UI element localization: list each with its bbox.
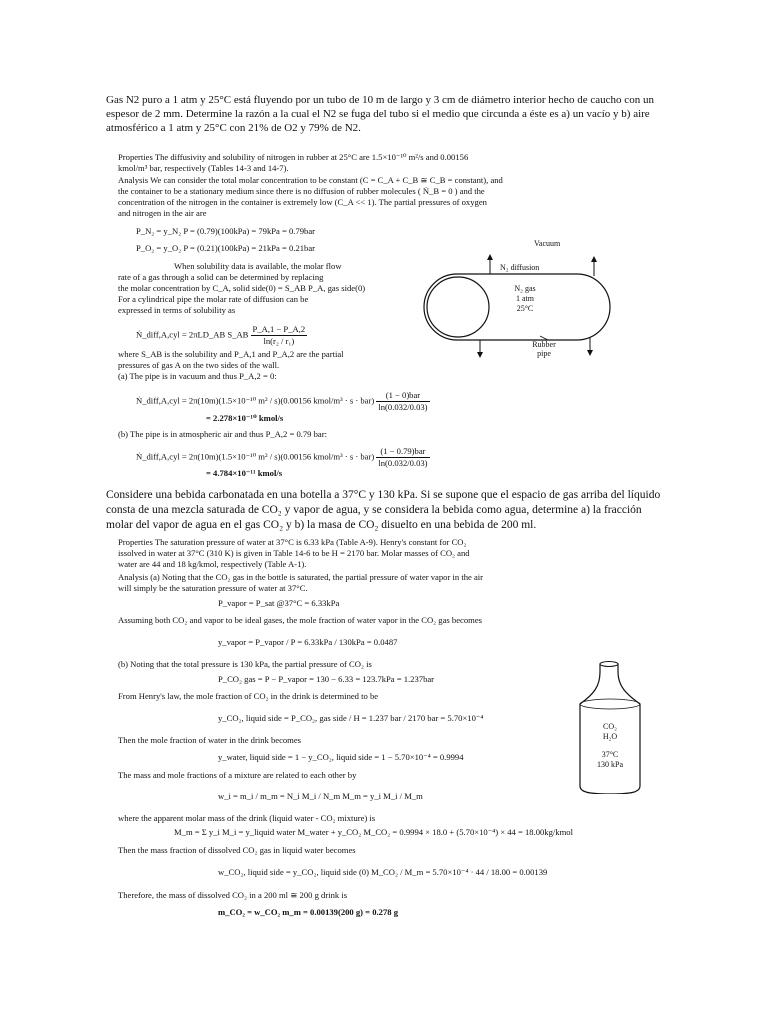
solution-line: Assuming both CO₂ and vapor to be ideal gases, the mole fraction of water vapor in the CO₂ gas becomes [118, 615, 482, 625]
equation [136, 390, 430, 413]
solution-line: where the apparent molar mass of the drink (liquid water - CO₂ mixture) is [118, 813, 376, 823]
solution-line: where S_AB is the solubility and P_A,1 and P_A,2 are the partial [118, 349, 344, 359]
equation-lhs: Ṅ_diff,A,cyl = 2π(10m)(1.5×10⁻¹⁰ m² / s)(0.00156 kmol/m³ · s · bar) [136, 395, 375, 406]
solution-line: concentration of the nitrogen in the container is extremely low (C_A << 1). The partial pressures of oxygen [118, 197, 487, 207]
numerator: (1 − 0)bar [376, 390, 429, 402]
equation: y_CO₂, liquid side = P_CO₂, gas side / H = 1.237 bar / 2170 bar = 5.70×10⁻⁴ [218, 713, 484, 723]
equation: P_N₂ = y_N₂ P = (0.79)(100kPa) = 79kPa = 0.79bar [136, 226, 316, 236]
result: m_CO₂ = w_CO₂ m_m = 0.00139(200 g) = 0.278 g [218, 907, 399, 917]
problem2-statement: Considere una bebida carbonatada en una botella a 37°C y 130 kPa. Si se supone que el espacio de gas arriba del líquido consta de una mezcla saturada de CO₂ y vapor de agua, y se considera la bebida como agua, determine a) la fracción molar del vapor de agua en el gas CO₂ y b) la masa de CO₂ disuelto en una bebida de 200 ml. [106, 489, 661, 531]
result: = 4.784×10⁻¹¹ kmol/s [206, 468, 283, 478]
solution-line: water are 44 and 18 kg/kmol, respectively (Table A-1). [118, 559, 307, 569]
vacuum-label: Vacuum [534, 239, 561, 248]
equation: M_m = Σ y_i M_i = y_liquid water M_water + y_CO₂ M_CO₂ = 0.9994 × 18.0 + (5.70×10⁻⁴) × 44 = 18.00kg/kmol [174, 827, 573, 837]
pipe-figure [418, 232, 618, 362]
bottle-figure [560, 658, 660, 794]
equation [136, 446, 430, 469]
solution-line: From Henry's law, the mole fraction of CO₂ in the drink is determined to be [118, 691, 379, 701]
denominator: ln(0.032/0.03) [378, 401, 428, 412]
solution-line: the container to be a stationary medium since there is no diffusion of rubber molecules ( Ṅ_B = 0 ) and the [118, 186, 485, 196]
solution-line: rate of a gas through a solid can be determined by replacing [118, 272, 324, 282]
solution-line: Then the mass fraction of dissolved CO₂ gas in liquid water becomes [118, 845, 356, 855]
pipe-label: pipe [537, 349, 551, 358]
denominator: ln(0.032/0.03) [378, 457, 428, 468]
solution-line: Properties The diffusivity and solubility of nitrogen in rubber at 25°C are 1.5×10⁻¹⁰ m²/s and 0.00156 [118, 152, 469, 162]
numerator: P_A,1 − P_A,2 [252, 324, 306, 334]
equation: P_vapor = P_sat @37°C = 6.33kPa [218, 598, 340, 608]
solution-line: expressed in terms of solubility as [118, 305, 236, 315]
solution-line: The mass and mole fractions of a mixture are related to each other by [118, 770, 357, 780]
equation-lhs: Ṅ_diff,A,cyl = 2πLD_AB S_AB [136, 329, 249, 340]
solution-line: For a cylindrical pipe the molar rate of diffusion can be [118, 294, 309, 304]
fraction [376, 390, 429, 413]
gas-label: N₂ gas [514, 284, 536, 293]
equation: w_CO₂, liquid side = y_CO₂, liquid side (0) M_CO₂ / M_m = 5.70×10⁻⁴ · 44 / 18.00 = 0.00139 [218, 867, 548, 877]
solution-line: (b) Noting that the total pressure is 130 kPa, the partial pressure of CO₂ is [118, 659, 372, 669]
solution-line: Properties The saturation pressure of water at 37°C is 6.33 kPa (Table A-9). Henry's constant for CO₂ [118, 537, 467, 547]
diffusion-label: N₂ diffusion [500, 263, 540, 272]
denominator: ln(r₂ / r₁) [263, 335, 295, 346]
equation: P_CO₂ gas = P − P_vapor = 130 − 6.33 = 123.7kPa = 1.237bar [218, 674, 435, 684]
numerator: (1 − 0.79)bar [376, 446, 429, 458]
equation [136, 324, 307, 347]
gas-label: CO₂ [603, 722, 617, 731]
pressure-label: 130 kPa [597, 760, 623, 769]
solution-line: When solubility data is available, the molar flow [174, 261, 342, 271]
fraction [376, 446, 429, 469]
solution-line: Analysis (a) Noting that the CO₂ gas in the bottle is saturated, the partial pressure of water vapor in the air [118, 572, 484, 582]
solution-line: issolved in water at 37°C (310 K) is given in Table 14-6 to be H = 2170 bar. Molar masses of CO₂ and [118, 548, 470, 558]
temperature-label: 37°C [601, 750, 619, 759]
solution-line: Analysis We can consider the total molar concentration to be constant (C = C_A + C_B ≅ C_B = constant), and [118, 175, 503, 185]
solution-line: and nitrogen in the air are [118, 208, 207, 218]
solution-line: Then the mole fraction of water in the drink becomes [118, 735, 302, 745]
solution-line: (a) The pipe is in vacuum and thus P_A,2 = 0: [118, 371, 277, 381]
equation: P_O₂ = y_O₂ P = (0.21)(100kPa) = 21kPa = 0.21bar [136, 243, 316, 253]
pipe-label: Rubber [532, 340, 556, 349]
solution-line: kmol/m³ bar, respectively (Tables 14-3 and 14-7). [118, 163, 289, 173]
solution-line: the molar concentration by C_A, solid side(0) = S_AB P_A, gas side(0) [118, 283, 366, 293]
solution-line: will simply be the saturation pressure of water at 37°C. [118, 583, 308, 593]
problem1-statement: Gas N2 puro a 1 atm y 25°C está fluyendo por un tubo de 10 m de largo y 3 cm de diámetro interior hecho de caucho con un espesor de 2 mm. Determine la razón a la cual el N2 se fuga del tubo si el medio que circunda a éste es a) un vacío y b) aire atmosférico a 1 atm y 25°C con 21% de O2 y 79% de N2. [106, 94, 654, 134]
equation: w_i = m_i / m_m = N_i M_i / N_m M_m = y_i M_i / M_m [218, 791, 423, 801]
fraction [251, 324, 308, 347]
gas-label: H₂O [602, 732, 618, 741]
solution-line: Therefore, the mass of dissolved CO₂ in a 200 ml ≅ 200 g drink is [118, 890, 348, 900]
equation: y_water, liquid side = 1 − y_CO₂, liquid side = 1 − 5.70×10⁻⁴ = 0.9994 [218, 752, 464, 762]
solution-line: pressures of gas A on the two sides of the wall. [118, 360, 280, 370]
equation-lhs: Ṅ_diff,A,cyl = 2π(10m)(1.5×10⁻¹⁰ m² / s)(0.00156 kmol/m³ · s · bar) [136, 451, 375, 462]
equation: y_vapor = P_vapor / P = 6.33kPa / 130kPa = 0.0487 [218, 637, 398, 647]
solution-line: (b) The pipe is in atmospheric air and thus P_A,2 = 0.79 bar: [118, 429, 327, 439]
result: = 2.278×10⁻¹⁰ kmol/s [206, 413, 284, 423]
pressure-label: 1 atm [516, 294, 534, 303]
temperature-label: 25°C [516, 304, 534, 313]
